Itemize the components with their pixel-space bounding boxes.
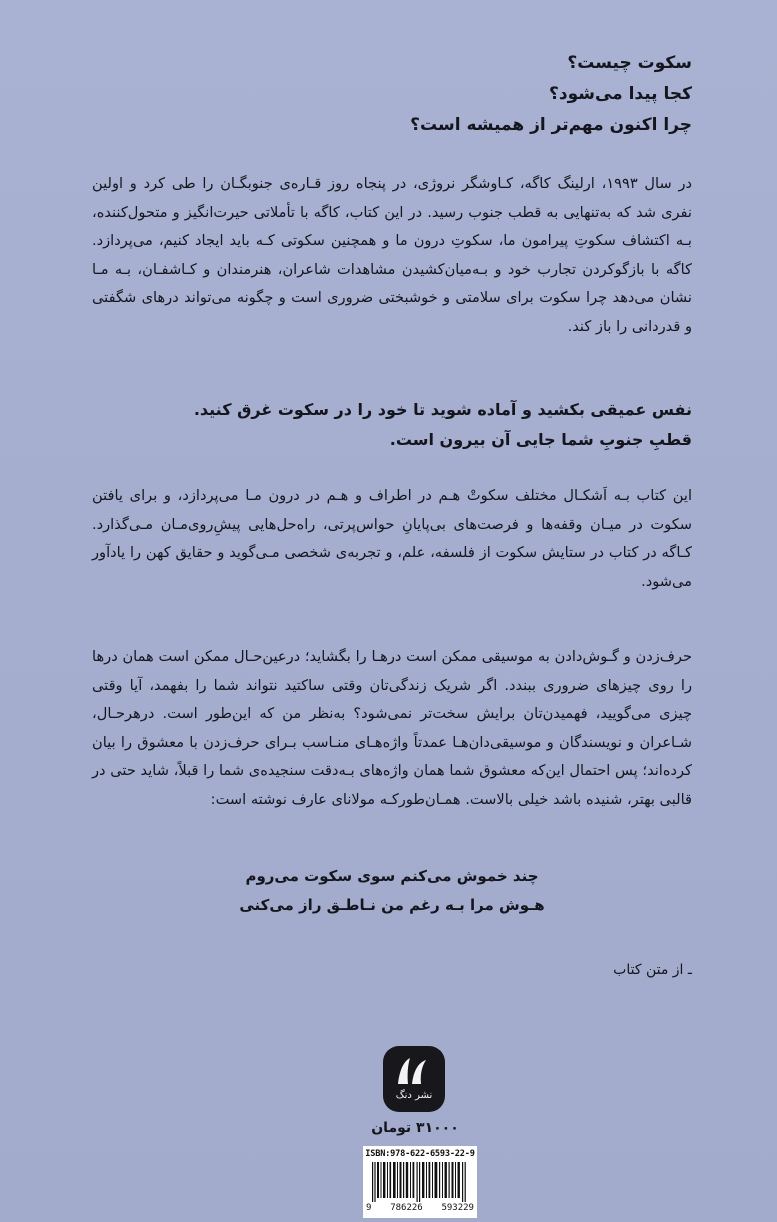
barcode-digits [363,1203,477,1213]
question-line: سکوت چیست؟ [567,53,692,73]
publisher-logo-icon [394,1054,434,1088]
intro-paragraph: در سال ۱۹۹۳، ارلینگ کاگه، کـاوشگر نروژی، در پنجاه روز قـاره‌ی جنوبگـان را طی کرد و اولین نفری شد که به‌تنهایی به قطب جنوب رسید. در این کتاب، کاگه با تأملاتی حیرت‌انگیز و متحول‌کننده، بـه اکتشاف سکوتِ پیرامون ما، سکوتِ درون ما و همچنین سکوتی کـه باید ایجاد کنیم، می‌پردازد. کاگه با بازگوکردن تجارب خود و بـه‌میان‌کشیدن مشاهدات شاعران، هنرمندان و کـاشفـان، بـه مـا نشان می‌دهد چرا سکوت برای سلامتی و خوشبختی ضروری است و چگونه می‌تواند درهای شگفتی و قدردانی را باز کند. [92,175,693,335]
barcode-digit-group: 786226 [390,1203,423,1213]
question-block [92,48,692,141]
barcode-digit-group: 593229 [441,1203,474,1213]
barcode-bars-icon [372,1162,468,1202]
question-line: کجا پیدا می‌شود؟ [548,84,692,104]
highlight-block [92,395,692,455]
isbn-text: ISBN:978-622-6593-22-9 [365,1149,475,1159]
second-paragraph: این کتاب بـه اَشکـال مختلف سکوتْ هـم در اطراف و هـم در درون مـا می‌پردازد، و برای یافتن سکوت در میـان وقفه‌ها و فرصت‌های بی‌پایانِ حواس‌پرتی، راه‌حل‌هایی پیش‌ِروی‌مـان مـی‌گذارد. کـاگه در کتاب در ستایش سکوت از فلسفه، علم، و تجربه‌ی شخصی مـی‌گوید و حقایق کهن را یادآور می‌شود. [92,487,692,590]
question-line: چرا اکنون مهم‌تر از همیشه است؟ [410,115,692,135]
price-label: ۳۱۰۰۰ تومان [371,1120,459,1136]
barcode-digit-group: 9 [366,1203,372,1213]
highlight-line: نفس عمیقی بکشید و آماده شوید تا خود را در سکوت غرق کنید. [193,400,692,419]
third-paragraph: حرف‌زدن و گـوش‌دادن به موسیقی ممکن است درهـا را بگشاید؛ درعین‌حـال ممکن است همان درها را روی چیزهای ضروری ببندد. اگر شریک زندگی‌تان وقتی ساکتید نتواند شما را بفهمد، آیا وقتی چیزی می‌گویید، فهمیدن‌تان برایش سخت‌تر نمی‌شود؟ به‌نظر من که این‌طور است. درهرحـال، شـاعران و نویسندگان و موسیقی‌دان‌هـا عمدتاً واژه‌هـای منـاسب بـرای حرف‌زدن با معشوق را بیان کرده‌اند؛ پس احتمال این‌که معشوق شما همان واژه‌های بـه‌دقت سنجیده‌ی شما را قبلاً، شاید حتی در قالبی بهتر، شنیده باشد خیلی بالاست. همـان‌طورکـه مولانای عارف نوشته است: [92,648,692,808]
poem-line: هـوش مرا بـه رغم من نـاطـق راز می‌کنی [239,896,545,914]
highlight-line: قطبِ جنوبِ شما جایی آن بیرون است. [389,430,692,449]
publisher-name: نشر دنگ [395,1090,433,1101]
barcode [363,1146,477,1218]
poem-block [92,862,692,920]
poem-line: چند خموش می‌کنم سوی سکوت می‌روم [245,867,539,885]
source-note: ـ از متن کتاب [613,962,692,978]
publisher-logo [383,1046,445,1112]
